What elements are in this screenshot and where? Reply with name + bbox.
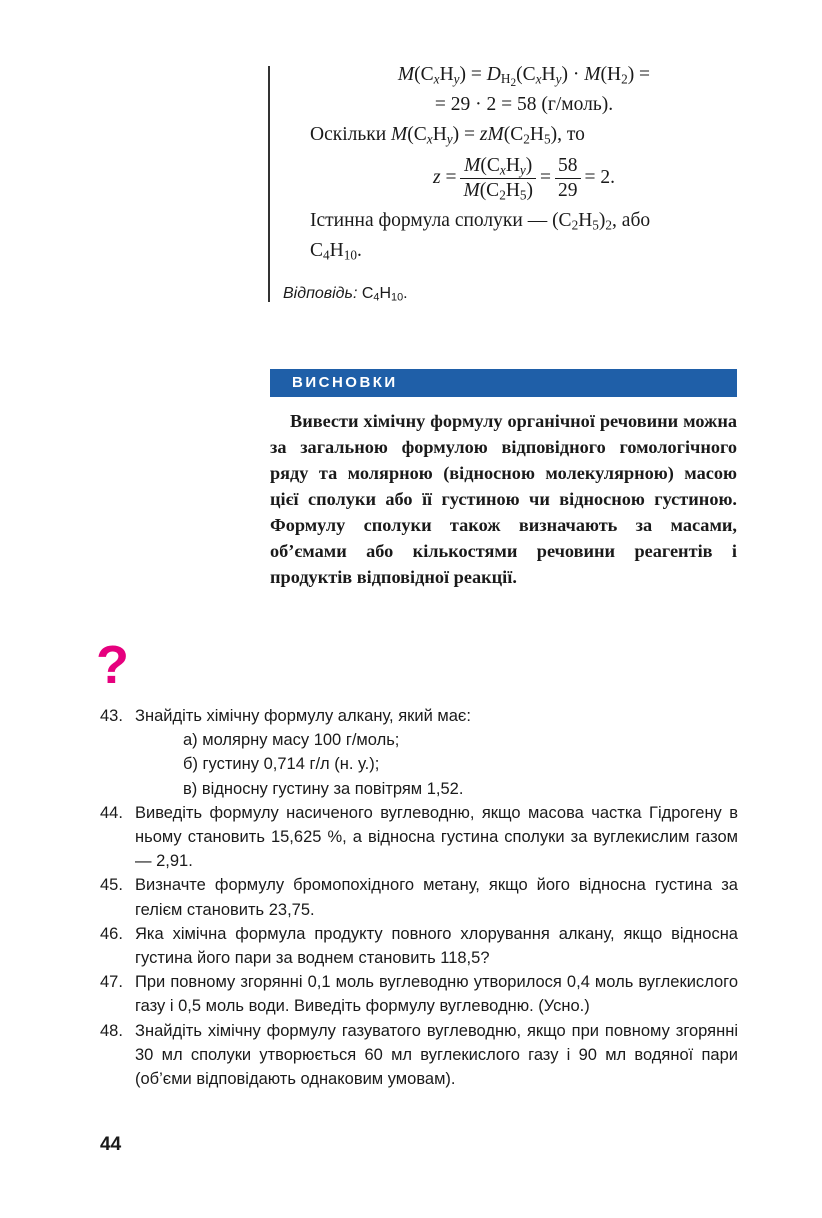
- task-44: 44. Виведіть формулу насиченого вуглеводню, якщо масова частка Гідрогену в ньому становить 15,625 %, а відносна густина сполуки за вуглекислим газом — 2,91.: [100, 803, 738, 871]
- task-43-option-b: б) густину 0,714 г/л (н. у.);: [183, 755, 380, 774]
- task-46: 46. Яка хімічна формула продукту повного хлорування алкану, якщо відносна густина його пари за воднем становить 118,5?: [100, 924, 738, 968]
- solution-margin-rule: [268, 66, 270, 302]
- task-list: [100, 704, 738, 1091]
- conclusion-text: Вивести хімічну формулу органічної речовини можна за загальною формулою відповідного гомологічного ряду та молярною (відносною молекулярною) масою цієї сполуки або її густиною чи відносною густиною. Формулу сполуки також визначають за масами, об’ємами або кількостями речовини реагентів і продуктів відповідної реакції.: [270, 411, 737, 587]
- z-fraction-equation: z = $\frac{M(C_xH_y)}{M(C_2H_5)}$ = $\frac{58}{29}$ = 2.: [432, 154, 616, 202]
- z-result: = 2.: [584, 167, 616, 188]
- solution-block: [310, 60, 738, 266]
- answer-line: Відповідь: $C_4H_{10}$.: [283, 285, 408, 304]
- question-mark-icon: ?: [96, 635, 129, 695]
- task-47: 47. При повному згорянні 0,1 моль вуглеводню утворилося 0,4 моль вуглекислого газу і 0,5 моль води. Виведіть формулу вуглеводню. (Усно.): [100, 973, 738, 1016]
- true-formula-statement: Істинна формула сполуки — $(C_2H_5)_2$, або $C_4H_{10}$.: [310, 210, 651, 263]
- conclusions-banner: [270, 369, 737, 397]
- page-number: 44: [100, 1134, 122, 1155]
- equation-molar-mass-result: = 29 · 2 = 58 (г/моль).: [434, 94, 614, 115]
- conclusions-title: ВИСНОВКИ: [292, 374, 398, 391]
- task-45: 45. Визначте формулу бромопохідного метану, якщо його відносна густина за гелієм становить 23,75.: [100, 876, 738, 919]
- task-43: 43. Знайдіть хімічну формулу алкану, який має: а) молярну масу 100 г/моль; б) густину 0,714 г/л (н. у.); в) відносну густину за повітрям 1,52.: [100, 704, 738, 801]
- answer-label: Відповідь:: [283, 285, 358, 302]
- molar-ratio-fraction: $\frac{M(C_xH_y)}{M(C_2H_5)}$: [460, 154, 536, 203]
- since-statement: Оскільки $M(C_xH_y) = zM(C_2H_5)$, то: [310, 124, 585, 147]
- task-43-option-c: в) відносну густину за повітрям 1,52.: [183, 779, 464, 798]
- numeric-fraction: $\frac{58}{29}$: [555, 154, 581, 203]
- task-43-option-a: а) молярну масу 100 г/моль;: [183, 731, 400, 750]
- equation-molar-mass: $M(C_xH_y) = D_{H_2}(C_xH_y) \cdot M(H_2)$ =: [397, 64, 651, 90]
- task-48: 48. Знайдіть хімічну формулу газуватого вуглеводню, якщо при повному згорянні 30 мл сполуки утворюється 60 мл вуглекислого газу і 90 мл водяної пари (об’єми відповідають однаковим умовам).: [100, 1021, 738, 1089]
